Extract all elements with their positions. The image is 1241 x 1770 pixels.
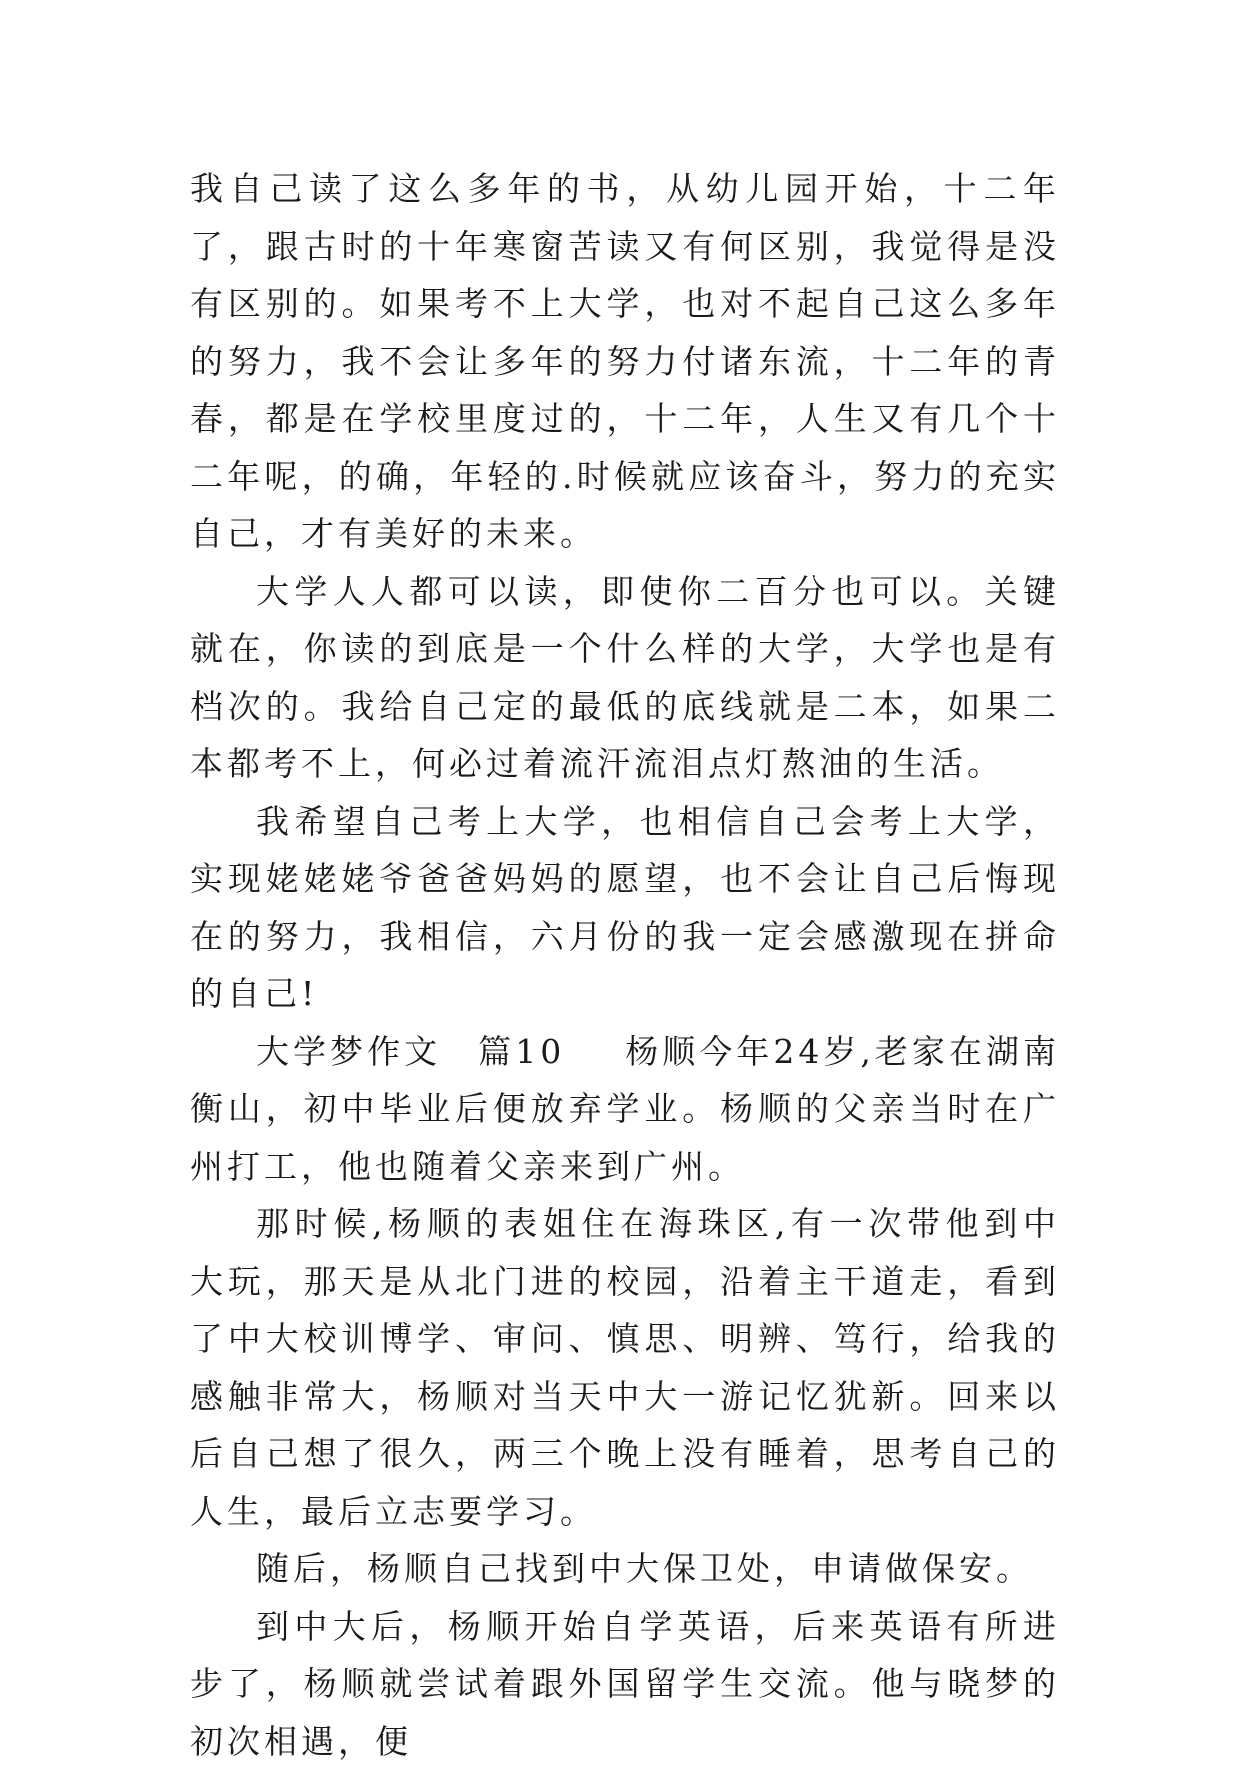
paragraph-5: 那时候,杨顺的表姐住在海珠区,有一次带他到中大玩，那天是从北门进的校园，沿着主干道走，看到了中大校训博学、审问、慎思、明辨、笃行，给我的感触非常大，杨顺对当天中大一游记忆犹新。回来以后自己想了很久，两三个晚上没有睡着，思考自己的人生，最后立志要学习。 — [190, 1195, 1060, 1540]
paragraph-6: 随后，杨顺自己找到中大保卫处，申请做保安。 — [190, 1540, 1060, 1598]
paragraph-1: 我自己读了这么多年的书，从幼儿园开始，十二年了，跟古时的十年寒窗苦读又有何区别，我觉得是没有区别的。如果考不上大学，也对不起自己这么多年的努力，我不会让多年的努力付诸东流，十二年的青春，都是在学校里度过的，十二年，人生又有几个十二年呢，的确，年轻的.时候就应该奋斗，努力的充实自己，才有美好的未来。 — [190, 160, 1060, 563]
paragraph-2: 大学人人都可以读，即使你二百分也可以。关键就在，你读的到底是一个什么样的大学，大学也是有档次的。我给自己定的最低的底线就是二本，如果二本都考不上，何必过着流汗流泪点灯熬油的生活。 — [190, 563, 1060, 793]
section-text: 杨顺今年24岁,老家在湖南衡山，初中毕业后便放弃学业。杨顺的父亲当时在广州打工，他也随着父亲来到广州。 — [190, 1032, 1060, 1186]
section-paragraph — [190, 1023, 1060, 1196]
paragraph-3: 我希望自己考上大学，也相信自己会考上大学，实现姥姥姥爷爸爸妈妈的愿望，也不会让自己后悔现在的努力，我相信，六月份的我一定会感激现在拼命的自己! — [190, 793, 1060, 1023]
section-title: 大学梦作文 — [256, 1032, 441, 1071]
section-number: 篇10 — [478, 1032, 565, 1071]
document-body — [190, 160, 1060, 1770]
paragraph-7: 到中大后，杨顺开始自学英语，后来英语有所进步了，杨顺就尝试着跟外国留学生交流。他与晓梦的初次相遇，便 — [190, 1598, 1060, 1770]
